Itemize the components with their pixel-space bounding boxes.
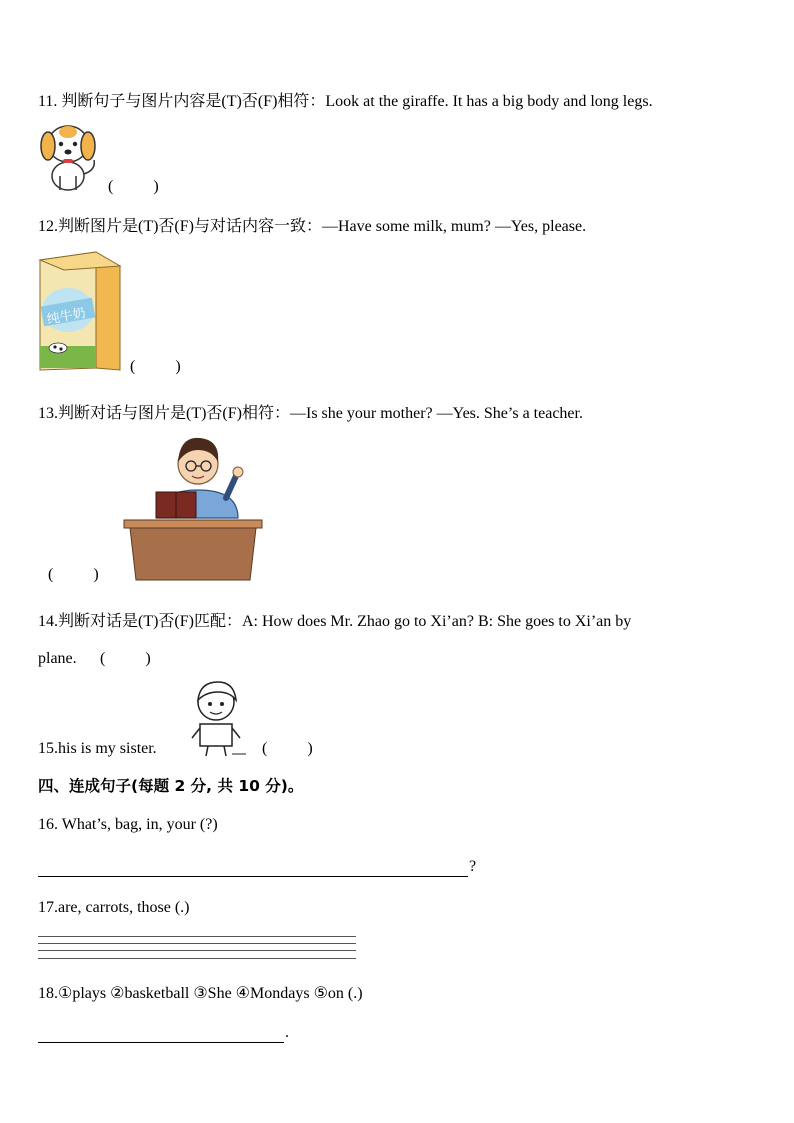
writing-line	[38, 958, 356, 959]
answer-paren-14[interactable]: ( )	[100, 650, 151, 667]
section-4-heading: 四、连成句子(每题 2 分, 共 10 分)。	[38, 777, 304, 795]
question-16-end-mark: ?	[469, 858, 477, 875]
puppy-dog-image	[36, 118, 100, 192]
question-13-text: 13.判断对话与图片是(T)否(F)相符：—Is she your mother? —Yes. She’s a teacher.	[38, 405, 583, 422]
writing-line	[38, 950, 356, 951]
teacher-at-desk-image	[122, 434, 266, 582]
writing-line	[38, 936, 356, 937]
answer-paren-12[interactable]: ( )	[130, 358, 181, 375]
question-15-text: 15.his is my sister.	[38, 740, 157, 757]
boy-image	[188, 680, 248, 758]
carton-label: 纯牛奶	[45, 306, 87, 328]
answer-paren-13[interactable]: ( )	[48, 566, 99, 583]
answer-line-16[interactable]	[38, 876, 468, 877]
question-14-text-line1: 14.判断对话是(T)否(F)匹配：A: How does Mr. Zhao go to Xi’an? B: She goes to Xi’an by	[38, 613, 632, 630]
answer-line-18[interactable]	[38, 1042, 284, 1043]
answer-paren-11[interactable]: ( )	[108, 178, 159, 195]
question-12-text: 12.判断图片是(T)否(F)与对话内容一致：—Have some milk, mum? —Yes, please.	[38, 218, 587, 235]
writing-line	[38, 943, 356, 944]
question-18-end-mark: .	[285, 1024, 289, 1041]
question-18-text: 18.①plays ②basketball ③She ④Mondays ⑤on (.)	[38, 985, 363, 1002]
question-14-text-line2: plane.	[38, 650, 77, 667]
milk-carton-image	[38, 250, 122, 372]
question-16-text: 16. What’s, bag, in, your (?)	[38, 816, 218, 833]
answer-paren-15[interactable]: ( )	[262, 740, 313, 757]
question-17-text: 17.are, carrots, those (.)	[38, 899, 190, 916]
question-11-text: 11. 判断句子与图片内容是(T)否(F)相符：Look at the giraffe. It has a big body and long legs.	[38, 93, 653, 110]
